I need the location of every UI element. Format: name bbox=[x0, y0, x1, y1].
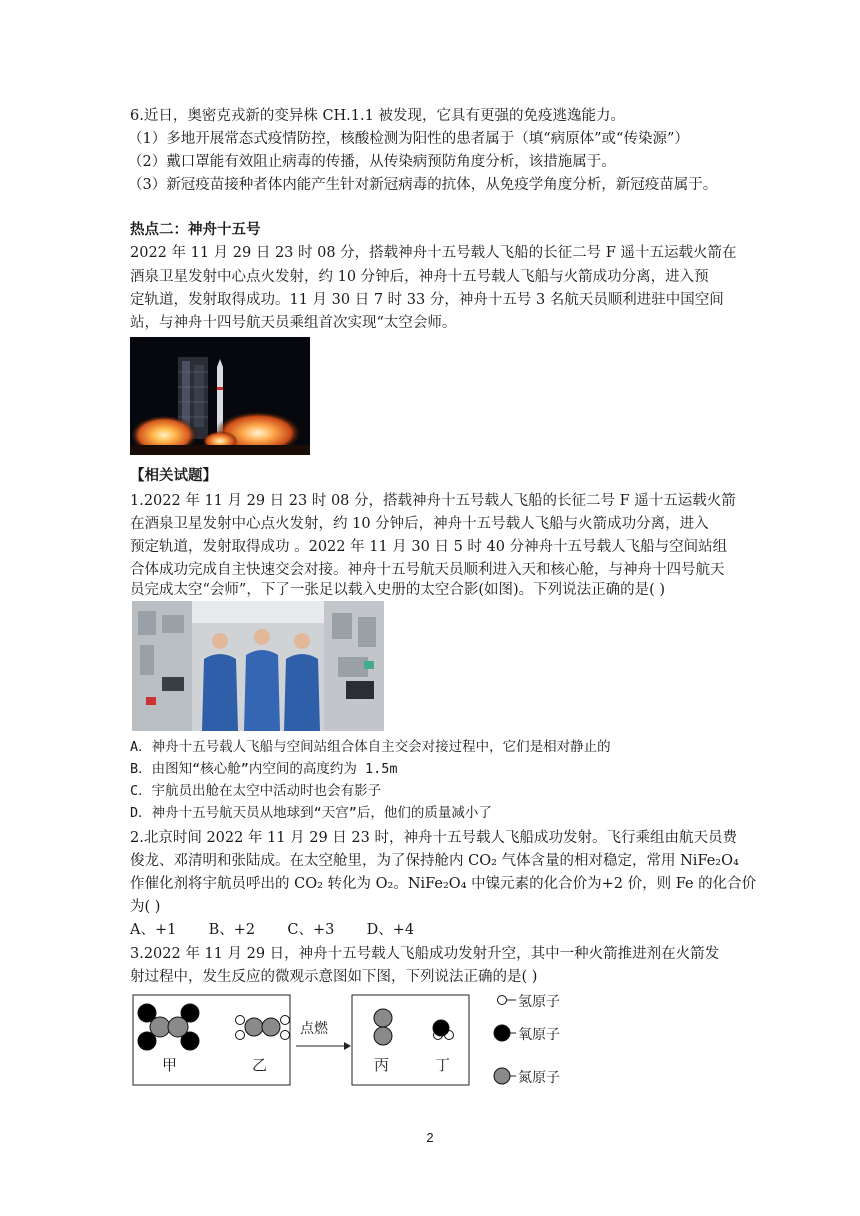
q1-line2: 在酒泉卫星发射中心点火发射，约 10 分钟后，神舟十五号载人飞船与火箭成功分离，进入 bbox=[130, 516, 709, 532]
reaction-label-bing: 丙 bbox=[374, 1056, 390, 1074]
q1-line1: 1.2022 年 11 月 29 日 23 时 08 分，搭载神舟十五号载人飞船的长征二号 F 遥十五运载火箭 bbox=[130, 493, 736, 509]
related-heading: 【相关试题】 bbox=[130, 468, 217, 484]
page-number: 2 bbox=[426, 1130, 434, 1145]
reaction-diagram bbox=[130, 990, 590, 1090]
q2-options: A、+1 B、+2 C、+3 D、+4 bbox=[130, 922, 415, 938]
q2-line2: 俊龙、邓清明和张陆成。在太空舱里，为了保持舱内 CO₂ 气体含量的相对稳定，常用 NiFe₂O₄ bbox=[130, 853, 739, 869]
rocket-launch-photo bbox=[130, 337, 310, 455]
reaction-label-yi: 乙 bbox=[252, 1056, 268, 1074]
q6-sub3: （3）新冠疫苗接种者体内能产生针对新冠病毒的抗体，从免疫学角度分析，新冠疫苗属于。 bbox=[128, 177, 718, 193]
q6-stem: 6.近日，奥密克戎新的变异株 CH.1.1 被发现，它具有更强的免疫逃逸能力。 bbox=[130, 108, 625, 124]
legend-nitrogen: 氮原子 bbox=[518, 1070, 560, 1086]
q1-line5: 员完成太空“会师”，下了一张足以载入史册的太空合影(如图)。下列说法正确的是( ) bbox=[130, 582, 666, 598]
astronauts-photo bbox=[132, 601, 384, 731]
reaction-condition: 点燃 bbox=[300, 1021, 328, 1037]
q1-line3: 预定轨道，发射取得成功 。2022 年 11 月 30 日 5 时 40 分神舟十五号载人飞船与空间站组 bbox=[130, 539, 728, 555]
legend-oxygen: 氧原子 bbox=[518, 1027, 560, 1043]
q2-line1: 2.北京时间 2022 年 11 月 29 日 23 时，神舟十五号载人飞船成功发射。飞行乘组由航天员费 bbox=[130, 830, 737, 846]
q1-option-c: C．宇航员出舱在太空中活动时也会有影子 bbox=[130, 783, 382, 799]
q1-option-d: D．神舟十五号航天员从地球到“天宫”后，他们的质量减小了 bbox=[130, 805, 492, 821]
q2-line3: 作催化剂将宇航员呼出的 CO₂ 转化为 O₂。NiFe₂O₄ 中镍元素的化合价为+2 价，则 Fe 的化合价 bbox=[130, 876, 757, 892]
q3-line2: 射过程中，发生反应的微观示意图如下图，下列说法正确的是( ) bbox=[130, 969, 538, 985]
q1-line4: 合体成功完成自主快速交会对接。神舟十五号航天员顺利进入天和核心舱，与神舟十四号航天 bbox=[130, 562, 725, 578]
hotspot2-p2: 酒泉卫星发射中心点火发射，约 10 分钟后，神舟十五号载人飞船与火箭成功分离，进入预 bbox=[130, 269, 709, 285]
q1-option-a: A．神舟十五号载人飞船与空间站组合体自主交会对接过程中，它们是相对静止的 bbox=[130, 739, 611, 755]
legend-hydrogen: 氢原子 bbox=[518, 994, 560, 1010]
hotspot2-p3: 定轨道，发射取得成功。11 月 30 日 7 时 33 分，神舟十五号 3 名航天员顺利进驻中国空间 bbox=[130, 292, 724, 308]
hotspot2-heading: 热点二：神舟十五号 bbox=[130, 222, 261, 238]
hotspot2-p1: 2022 年 11 月 29 日 23 时 08 分，搭载神舟十五号载人飞船的长征二号 F 遥十五运载火箭在 bbox=[130, 245, 737, 261]
reaction-label-ding: 丁 bbox=[435, 1056, 451, 1074]
q2-line4: 为( ) bbox=[130, 899, 161, 915]
q6-sub1: （1）多地开展常态式疫情防控，核酸检测为阳性的患者属于（填“病原体”或“传染源”） bbox=[128, 131, 689, 147]
hotspot2-p4: 站，与神舟十四号航天员乘组首次实现“太空会师。 bbox=[130, 315, 457, 331]
q3-line1: 3.2022 年 11 月 29 日，神舟十五号载人飞船成功发射升空，其中一种火箭推进剂在火箭发 bbox=[130, 946, 720, 962]
q1-option-b: B．由图知“核心舱”内空间的高度约为 1.5m bbox=[130, 761, 398, 777]
reaction-label-jia: 甲 bbox=[162, 1056, 178, 1074]
q6-sub2: （2）戴口罩能有效阻止病毒的传播，从传染病预防角度分析，该措施属于。 bbox=[128, 154, 616, 170]
